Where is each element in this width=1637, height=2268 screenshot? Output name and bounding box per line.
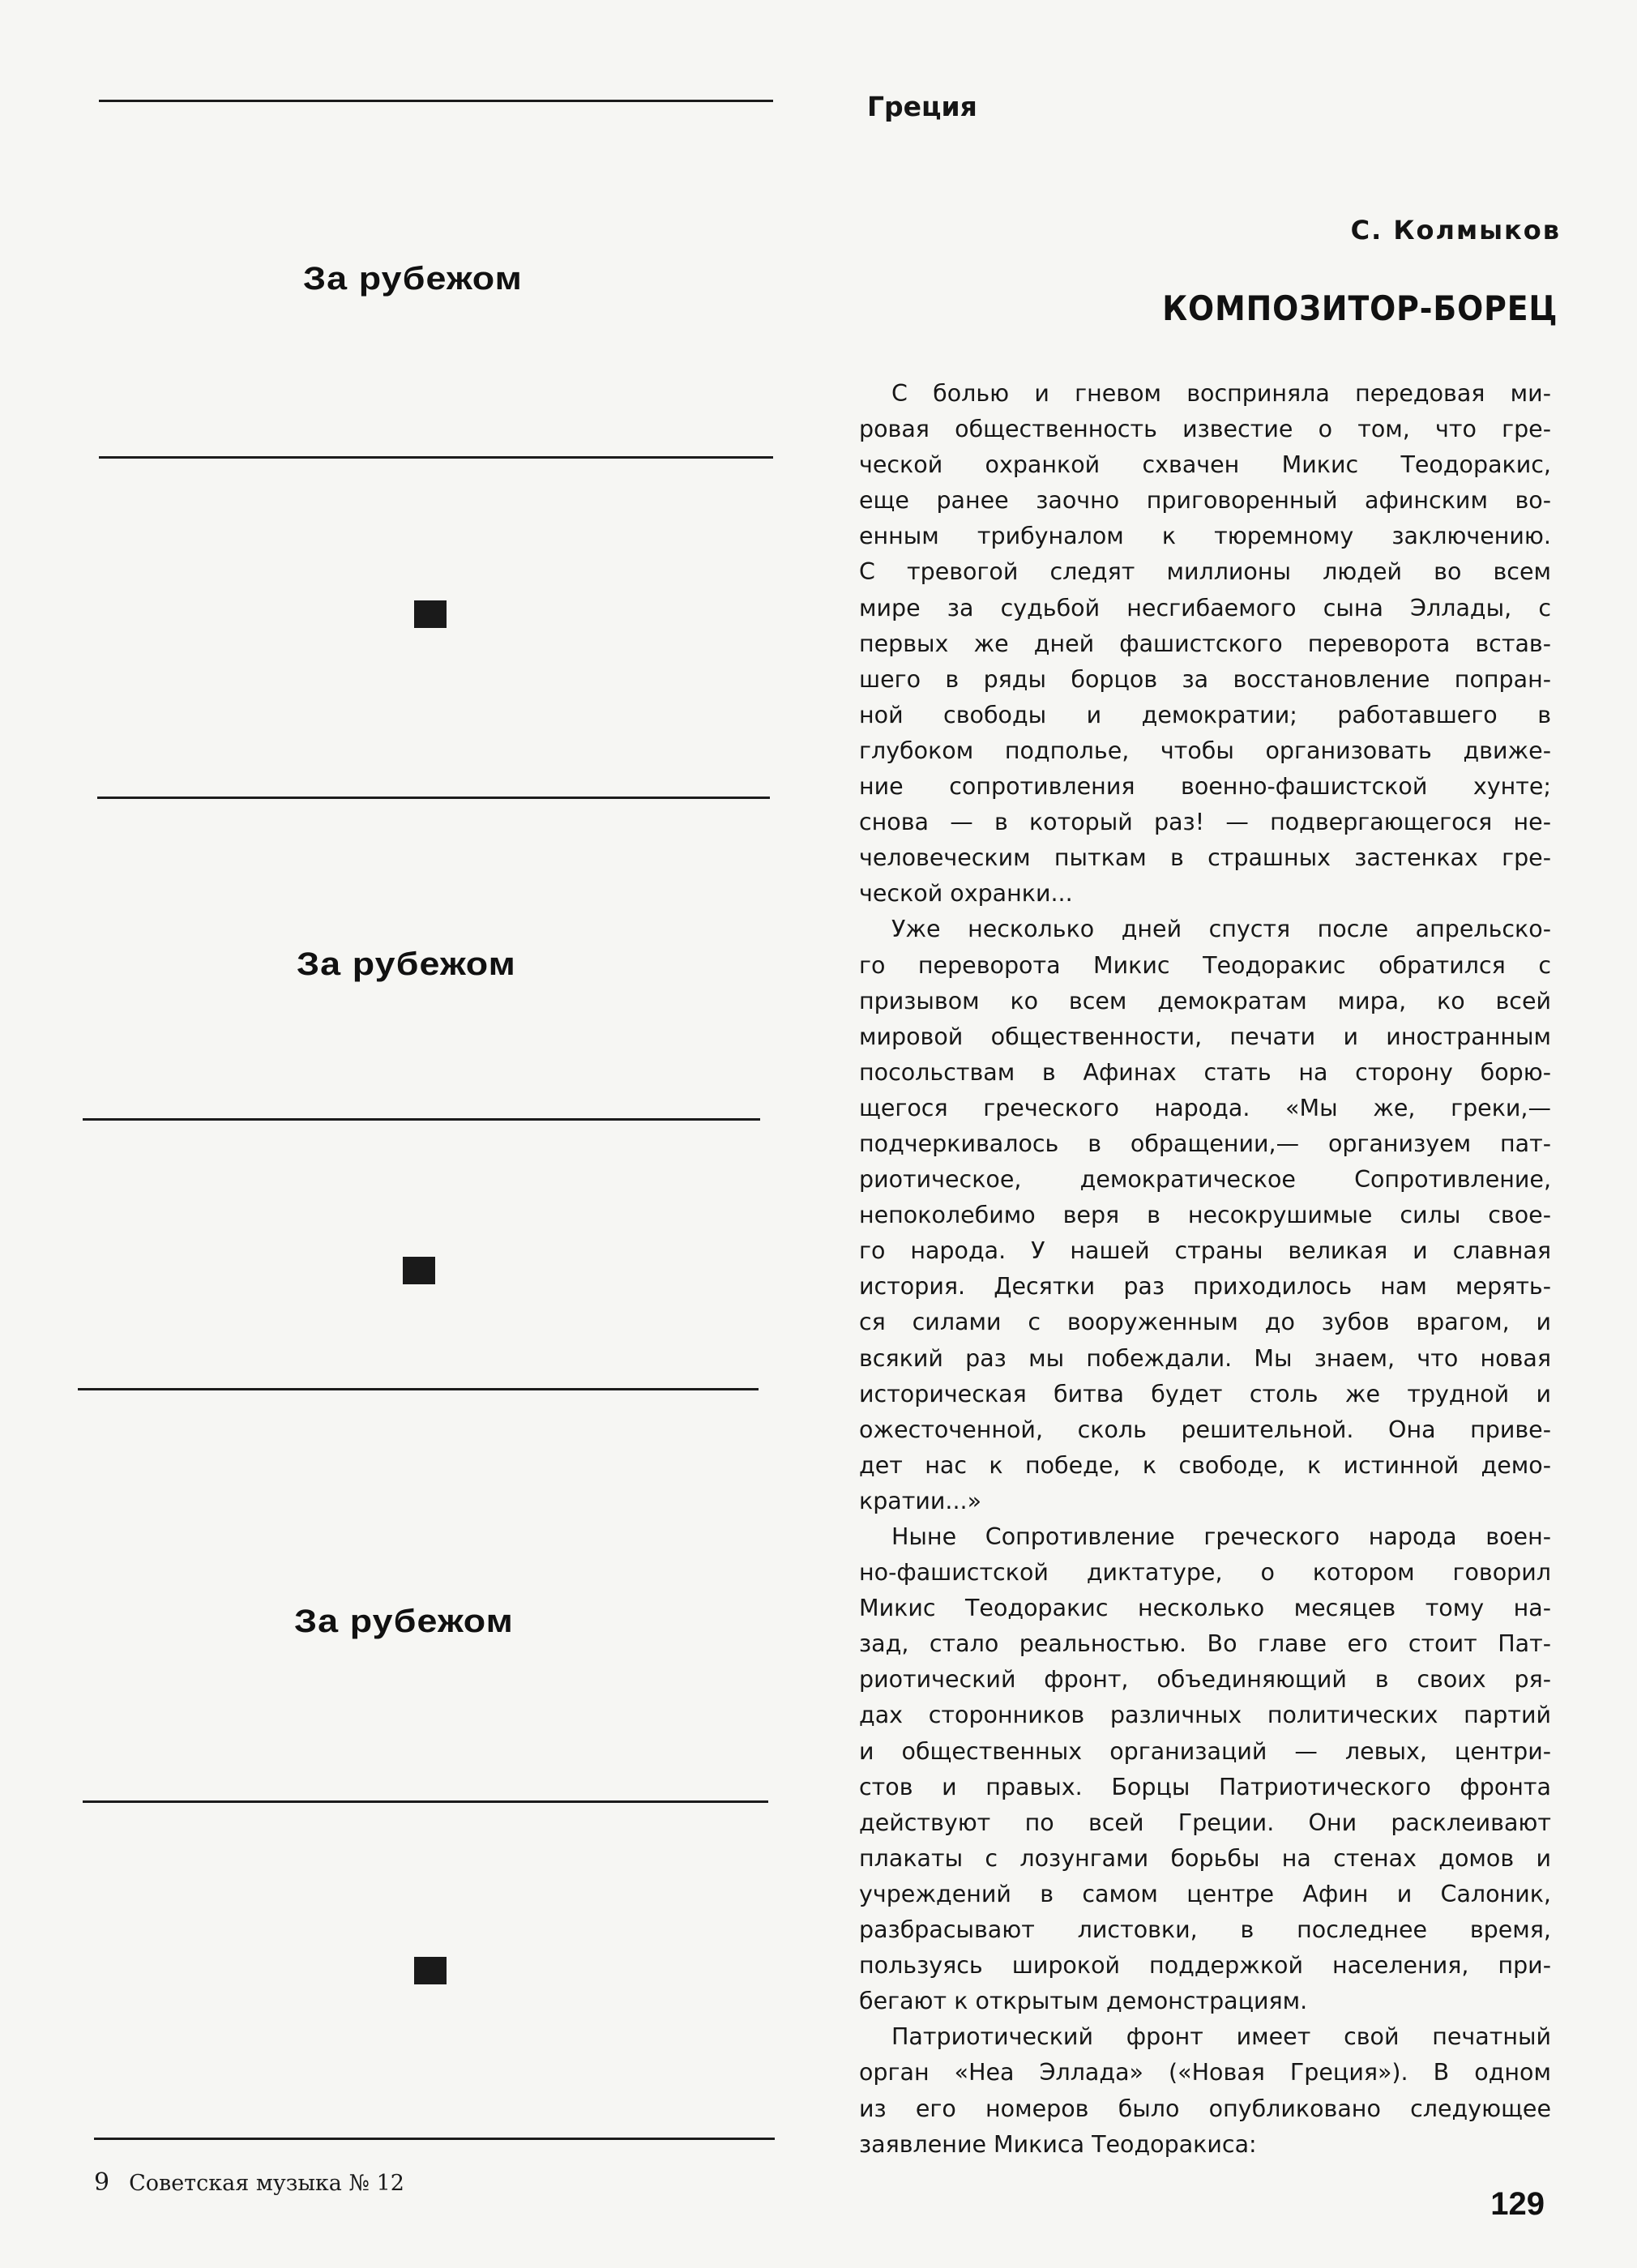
text-line: Уже несколько дней спустя после апрельско- (891, 916, 1551, 943)
text-line: непоколебимо веря в несокрушимые силы свое- (859, 1202, 1551, 1229)
text-line: из его номеров было опубликовано следующее (859, 2095, 1551, 2122)
text-line: риотический фронт, объединяющий в своих ря- (859, 1666, 1551, 1694)
text-line: и общественных организаций — левых, центри- (859, 1737, 1551, 1765)
text-line: призывом ко всем демократам мира, ко всей (859, 987, 1551, 1014)
rule-2 (99, 456, 773, 459)
text-line: Ныне Сопротивление греческого народа воен- (891, 1523, 1551, 1550)
text-line: го народа. У нашей страны великая и славная (859, 1237, 1551, 1265)
text-line: С болью и гневом восприняла передовая ми- (891, 380, 1551, 407)
text-line: учреждений в самом центре Афин и Салоник, (859, 1880, 1551, 1907)
text-line: ческой охранки... (859, 880, 1073, 908)
section-marker-square (414, 1957, 447, 1984)
article-paragraph (859, 912, 1551, 1519)
text-line: пользуясь широкой поддержкой населения, при- (859, 1952, 1551, 1980)
rubric-heading-1: За рубежом (303, 261, 523, 297)
page-number: 129 (1490, 2186, 1545, 2222)
text-line: орган «Неа Эллада» («Новая Греция»). В одном (859, 2059, 1551, 2086)
text-line: история. Десятки раз приходилось нам мерять- (859, 1273, 1551, 1301)
text-line: первых же дней фашистского переворота встав- (859, 630, 1551, 657)
signature-number: 9 (94, 2168, 110, 2197)
text-line: историческая битва будет столь же трудной и (859, 1380, 1551, 1407)
text-line: но-фашистской диктатуре, о котором говорил (859, 1559, 1551, 1587)
article-paragraph (859, 1519, 1551, 2019)
text-line: риотическое, демократическое Сопротивление, (859, 1166, 1551, 1194)
text-line: глубоком подполье, чтобы организовать движе- (859, 737, 1551, 764)
text-line: еще ранее заочно приговоренный афинским во- (859, 487, 1551, 515)
text-line: ровая общественность известие о том, что гре- (859, 416, 1551, 443)
text-line: мировой общественности, печати и иностранным (859, 1023, 1551, 1050)
rule-4 (83, 1118, 760, 1121)
article-paragraph (859, 376, 1551, 912)
text-line: мире за судьбой несгибаемого сына Эллады, с (859, 594, 1551, 621)
section-label: Греция (867, 91, 977, 122)
text-line: действуют по всей Греции. Они расклеивают (859, 1809, 1551, 1836)
section-marker-square (403, 1257, 435, 1284)
text-line: Патриотический фронт имеет свой печатный (891, 2023, 1551, 2051)
footer-imprint (94, 2168, 404, 2197)
text-line: ожесточенной, сколь решительной. Она приве- (859, 1416, 1551, 1443)
text-line: ние сопротивления военно-фашистской хунте; (859, 773, 1551, 801)
text-line: шего в ряды борцов за восстановление попран- (859, 665, 1551, 693)
rule-5 (78, 1388, 759, 1390)
text-line: человеческим пыткам в страшных застенках гре- (859, 844, 1551, 872)
article-author: С. Колмыков (1350, 215, 1561, 246)
text-line: заявление Микиса Теодоракиса: (859, 2130, 1257, 2158)
article-title: КОМПОЗИТОР-БОРЕЦ (1161, 288, 1558, 328)
rubric-heading-2: За рубежом (297, 946, 516, 982)
text-line: снова — в который раз! — подвергающегося не- (859, 809, 1551, 836)
text-line: зад, стало реальностью. Во главе его стоит Пат- (859, 1630, 1551, 1658)
text-line: С тревогой следят миллионы людей во всем (859, 558, 1551, 586)
text-line: ся силами с вооруженным до зубов врагом, и (859, 1309, 1551, 1336)
section-marker-square (414, 600, 447, 628)
text-line: разбрасывают листовки, в последнее время, (859, 1916, 1551, 1944)
rule-7 (94, 2138, 775, 2140)
rubric-heading-3: За рубежом (294, 1604, 514, 1639)
text-line: го переворота Микис Теодоракис обратился с (859, 951, 1551, 979)
text-line: бегают к открытым демонстрациям. (859, 1988, 1308, 2015)
text-line: ной свободы и демократии; работавшего в (859, 701, 1551, 728)
text-line: дет нас к победе, к свободе, к истинной демо- (859, 1451, 1551, 1479)
rule-1 (99, 100, 773, 102)
rule-3 (97, 797, 770, 799)
text-line: стов и правых. Борцы Патриотического фронта (859, 1773, 1551, 1800)
text-line: кратии...» (859, 1487, 982, 1514)
text-line: щегося греческого народа. «Мы же, греки,— (859, 1094, 1551, 1121)
journal-name: Советская музыка № 12 (129, 2171, 404, 2196)
text-line: енным трибуналом к тюремному заключению. (859, 523, 1551, 550)
text-line: всякий раз мы побеждали. Мы знаем, что новая (859, 1344, 1551, 1372)
text-line: плакаты с лозунгами борьбы на стенах домов и (859, 1844, 1551, 1872)
text-line: Микис Теодоракис несколько месяцев тому на- (859, 1595, 1551, 1622)
rule-6 (83, 1800, 768, 1803)
text-line: посольствам в Афинах стать на сторону борю- (859, 1058, 1551, 1086)
article-body (859, 376, 1551, 2163)
text-line: дах сторонников различных политических партий (859, 1702, 1551, 1729)
text-line: подчеркивалось в обращении,— организуем пат- (859, 1130, 1551, 1157)
article-paragraph (859, 2019, 1551, 2162)
text-line: ческой охранкой схвачен Микис Теодоракис, (859, 451, 1551, 479)
